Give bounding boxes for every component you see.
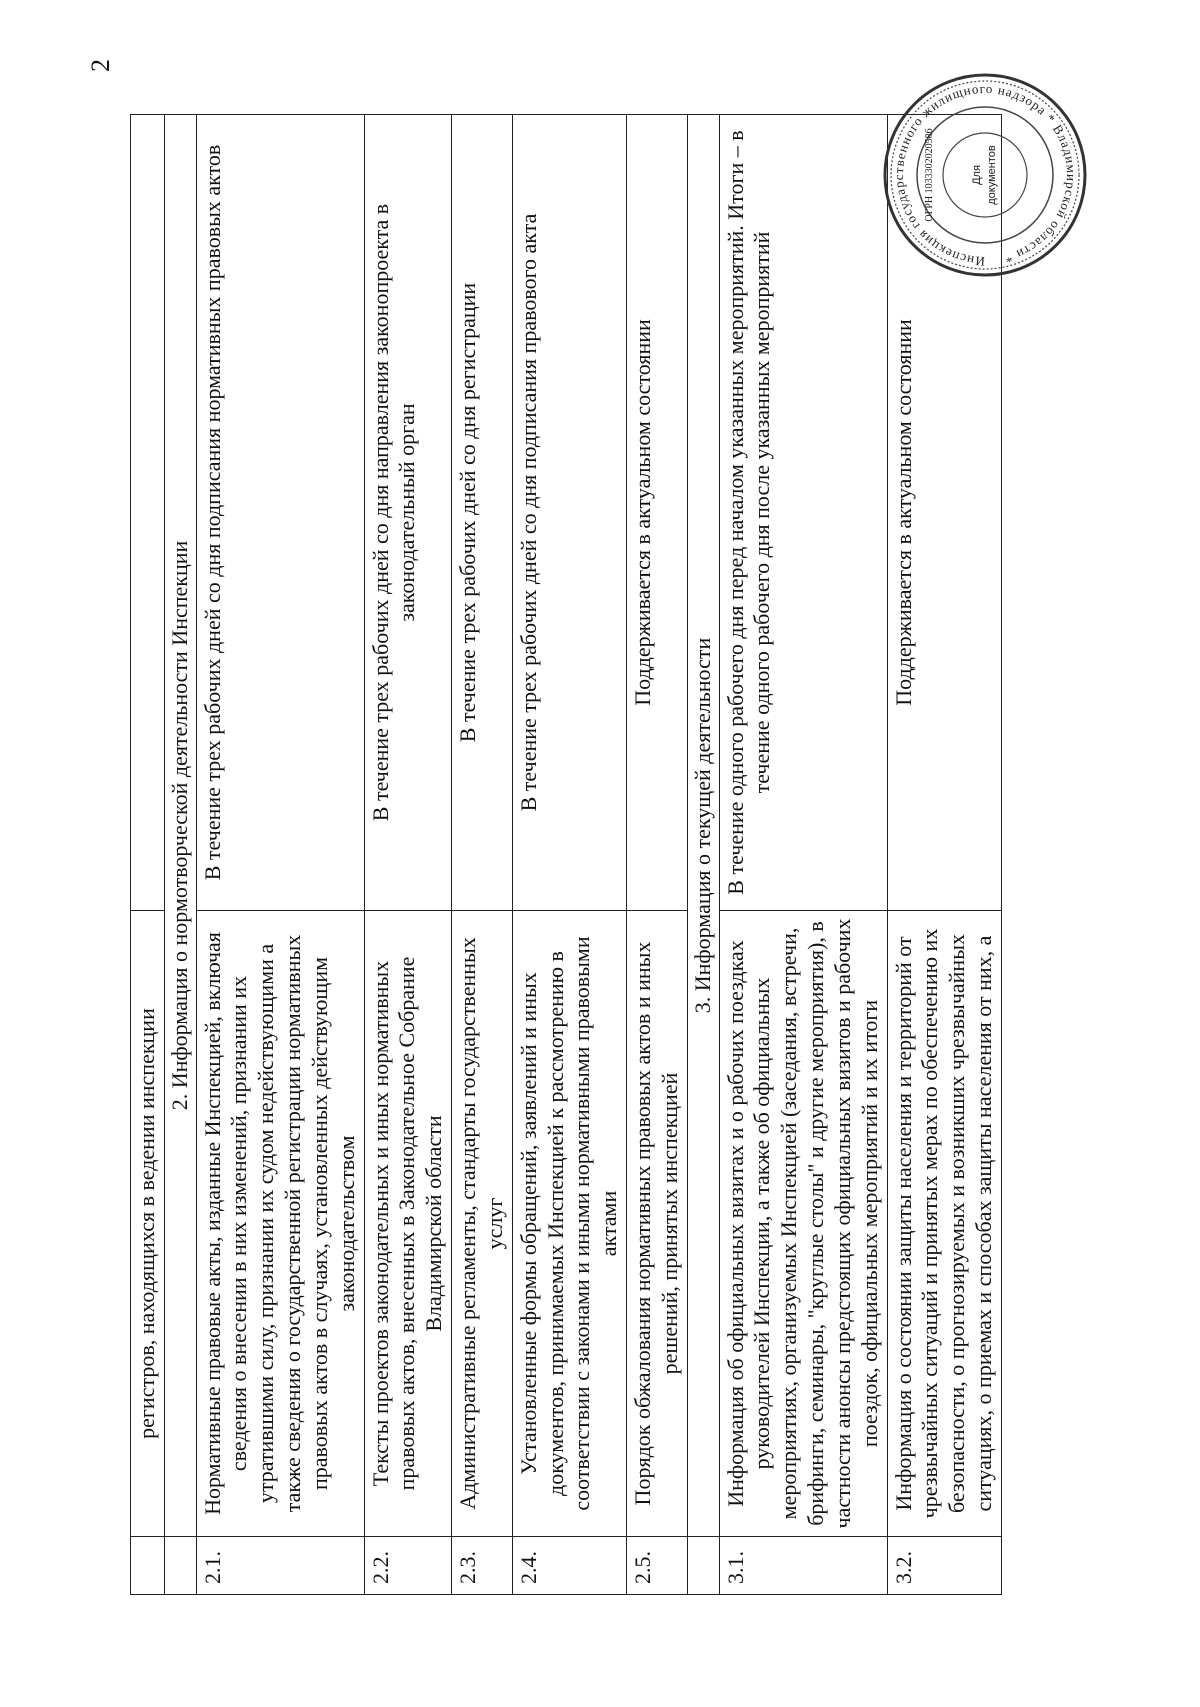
svg-text:Для: Для	[971, 165, 983, 185]
row-description: Тексты проектов законодательных и иных нормативных правовых актов, внесенных в Законодательное Собрание Владимирской области	[364, 911, 451, 1537]
row-number: 2.1.	[196, 1537, 364, 1595]
table-row	[452, 115, 513, 1595]
section-title: 3. Информация о текущей деятельности	[687, 115, 719, 1537]
svg-text:документов: документов	[986, 145, 998, 205]
section-header-row	[687, 115, 719, 1595]
table-cell-empty	[131, 115, 165, 911]
row-number: 3.2.	[887, 1537, 1001, 1595]
seal-icon	[880, 70, 1090, 280]
row-number: 2.4.	[512, 1537, 626, 1595]
row-term: Поддерживается в актуальном состоянии	[627, 115, 688, 911]
svg-text:ОГРН 1033302020586: ОГРН 1033302020586	[924, 128, 935, 222]
svg-text:Инспекция государственного жил: Инспекция государственного жилищного надзора * Владимирской области *	[890, 80, 1080, 270]
official-seal-stamp	[880, 70, 1090, 280]
row-description: Нормативные правовые акты, изданные Инспекцией, включая сведения о внесении в них изменений, признании их утратившими силу, признании их судом недействующими а также сведения о государственной регистрации нормативных правовых актов в случаях, установленных действующим законодательством	[196, 911, 364, 1537]
table-cell-empty	[687, 1537, 719, 1595]
table-row	[196, 115, 364, 1595]
document-table-container	[130, 115, 1070, 1595]
row-term: Поддерживается в актуальном состоянии	[887, 115, 1001, 911]
table-row	[364, 115, 451, 1595]
section-header-row	[164, 115, 196, 1595]
table-row	[131, 115, 165, 1595]
table-cell-text: регистров, находящихся в ведении инспекции	[131, 911, 165, 1537]
row-term: В течение одного рабочего дня перед началом указанных мероприятий. Итоги – в течение одного рабочего дня после указанных мероприятий	[719, 115, 887, 911]
row-term: В течение трех рабочих дней со дня направления законопроекта в законодательный орган	[364, 115, 451, 911]
page-number: 2	[86, 59, 115, 72]
row-description: Порядок обжалования нормативных правовых актов и иных решений, принятых инспекцией	[627, 911, 688, 1537]
table-row	[512, 115, 626, 1595]
row-description: Установленные формы обращений, заявлений и иных документов, принимаемых Инспекцией к рассмотрению в соответствии с законами и иными нормативными правовыми актами	[512, 911, 626, 1537]
row-term: В течение трех рабочих дней со дня подписания правового акта	[512, 115, 626, 911]
table-row	[719, 115, 887, 1595]
section-title: 2. Информация о нормотворческой деятельности Инспекции	[164, 115, 196, 1537]
row-number: 3.1.	[719, 1537, 887, 1595]
table-cell-empty	[131, 1537, 165, 1595]
row-description: Информация об официальных визитах и о рабочих поездках руководителей Инспекции, а также об официальных мероприятиях, организуемых Инспекцией (заседания, встречи, брифинги, семинары, "круглые столы" и другие мероприятия), в частности анонсы предстоящих официальных визитов и рабочих поездок, официальных мероприятий и их итоги	[719, 911, 887, 1537]
table-row	[887, 115, 1001, 1595]
row-number: 2.2.	[364, 1537, 451, 1595]
row-description: Административные регламенты, стандарты государственных услуг	[452, 911, 513, 1537]
row-description: Информация о состоянии защиты населения и территорий от чрезвычайных ситуаций и принятых мерах по обеспечению их безопасности, о прогнозируемых и возникших чрезвычайных ситуациях, о приемах и способах защиты населения от них, а	[887, 911, 1001, 1537]
row-term: В течение трех рабочих дней со дня регистрации	[452, 115, 513, 911]
row-number: 2.3.	[452, 1537, 513, 1595]
row-term: В течение трех рабочих дней со дня подписания нормативных правовых актов	[196, 115, 364, 911]
table-cell-empty	[164, 1537, 196, 1595]
information-table	[130, 114, 1002, 1595]
table-row	[627, 115, 688, 1595]
row-number: 2.5.	[627, 1537, 688, 1595]
